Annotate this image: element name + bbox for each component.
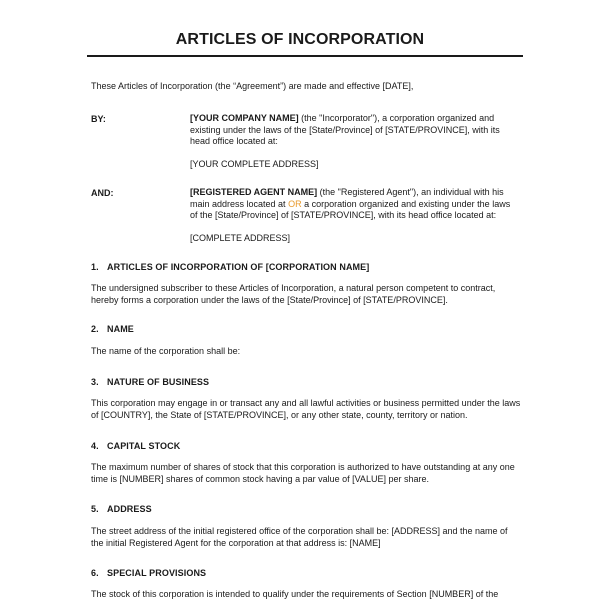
- section-number: 6.: [91, 568, 99, 578]
- section-body: This corporation may engage in or transact any and all lawful activities or business permitted under the laws of [COUNTRY], the State of [STATE/PROVINCE], or any other state, county, territory or nation.: [91, 398, 521, 420]
- section-heading: [91, 377, 209, 387]
- by-label: BY:: [91, 114, 106, 124]
- by-party-text: (the "Incorporator"), a corporation organized and existing under the laws of the [State/Province] of [STATE/PROVINCE], with its head office located at:: [190, 113, 500, 146]
- or-highlight: OR: [288, 198, 302, 209]
- section-heading: [91, 262, 369, 272]
- section-title: CAPITAL STOCK: [107, 441, 181, 451]
- section-number: 4.: [91, 441, 99, 451]
- and-party-block: [190, 187, 520, 244]
- section-title: NAME: [107, 324, 134, 334]
- section-heading: [91, 568, 206, 578]
- section-title: ADDRESS: [107, 504, 152, 514]
- and-label: AND:: [91, 188, 114, 198]
- company-name-placeholder: [YOUR COMPANY NAME]: [190, 113, 299, 123]
- section-body: The name of the corporation shall be:: [91, 346, 241, 356]
- section-body: The street address of the initial registered office of the corporation shall be: [ADDRESS] and the name of the initial Registered Agent for the corporation at that address is: [NAME]: [91, 526, 508, 548]
- company-address-placeholder: [YOUR COMPLETE ADDRESS]: [190, 158, 319, 169]
- intro-paragraph: These Articles of Incorporation (the “Agreement”) are made and effective [DATE],: [91, 81, 414, 91]
- and-party-text-after: a corporation organized and existing under the laws of the [State/Province] of [STATE/PROVINCE], with its head office located at:: [190, 198, 511, 220]
- and-party-description: [190, 187, 520, 222]
- section-title: SPECIAL PROVISIONS: [107, 568, 207, 578]
- section-title: NATURE OF BUSINESS: [107, 377, 210, 387]
- document-title: ARTICLES OF INCORPORATION: [175, 31, 425, 48]
- section-body: The maximum number of shares of stock that this corporation is authorized to have outstanding at any one time is [NUMBER] shares of common stock having a par value of [VALUE] per share.: [91, 462, 515, 484]
- and-party-text-before: (the "Registered Agent"), an individual with his main address located at: [190, 187, 504, 209]
- section-heading: [91, 504, 152, 514]
- section-body: The undersigned subscriber to these Articles of Incorporation, a natural person competent to contract, hereby forms a corporation under the laws of the [State/Province] of [STATE/PROVINCE].: [91, 283, 496, 305]
- section-number: 1.: [91, 262, 99, 272]
- by-party-description: [190, 113, 520, 148]
- title-divider: [87, 55, 523, 57]
- section-number: 2.: [91, 324, 99, 334]
- section-number: 3.: [91, 377, 99, 387]
- section-heading: [91, 441, 180, 451]
- agent-address-placeholder: [COMPLETE ADDRESS]: [190, 232, 291, 243]
- section-title: ARTICLES OF INCORPORATION OF [CORPORATION NAME]: [107, 262, 370, 272]
- section-number: 5.: [91, 504, 99, 514]
- section-heading: [91, 324, 134, 334]
- section-body: The stock of this corporation is intended to qualify under the requirements of Section [NUMBER] of the: [91, 589, 499, 599]
- by-party-block: [190, 113, 520, 170]
- agent-name-placeholder: [REGISTERED AGENT NAME]: [190, 187, 318, 197]
